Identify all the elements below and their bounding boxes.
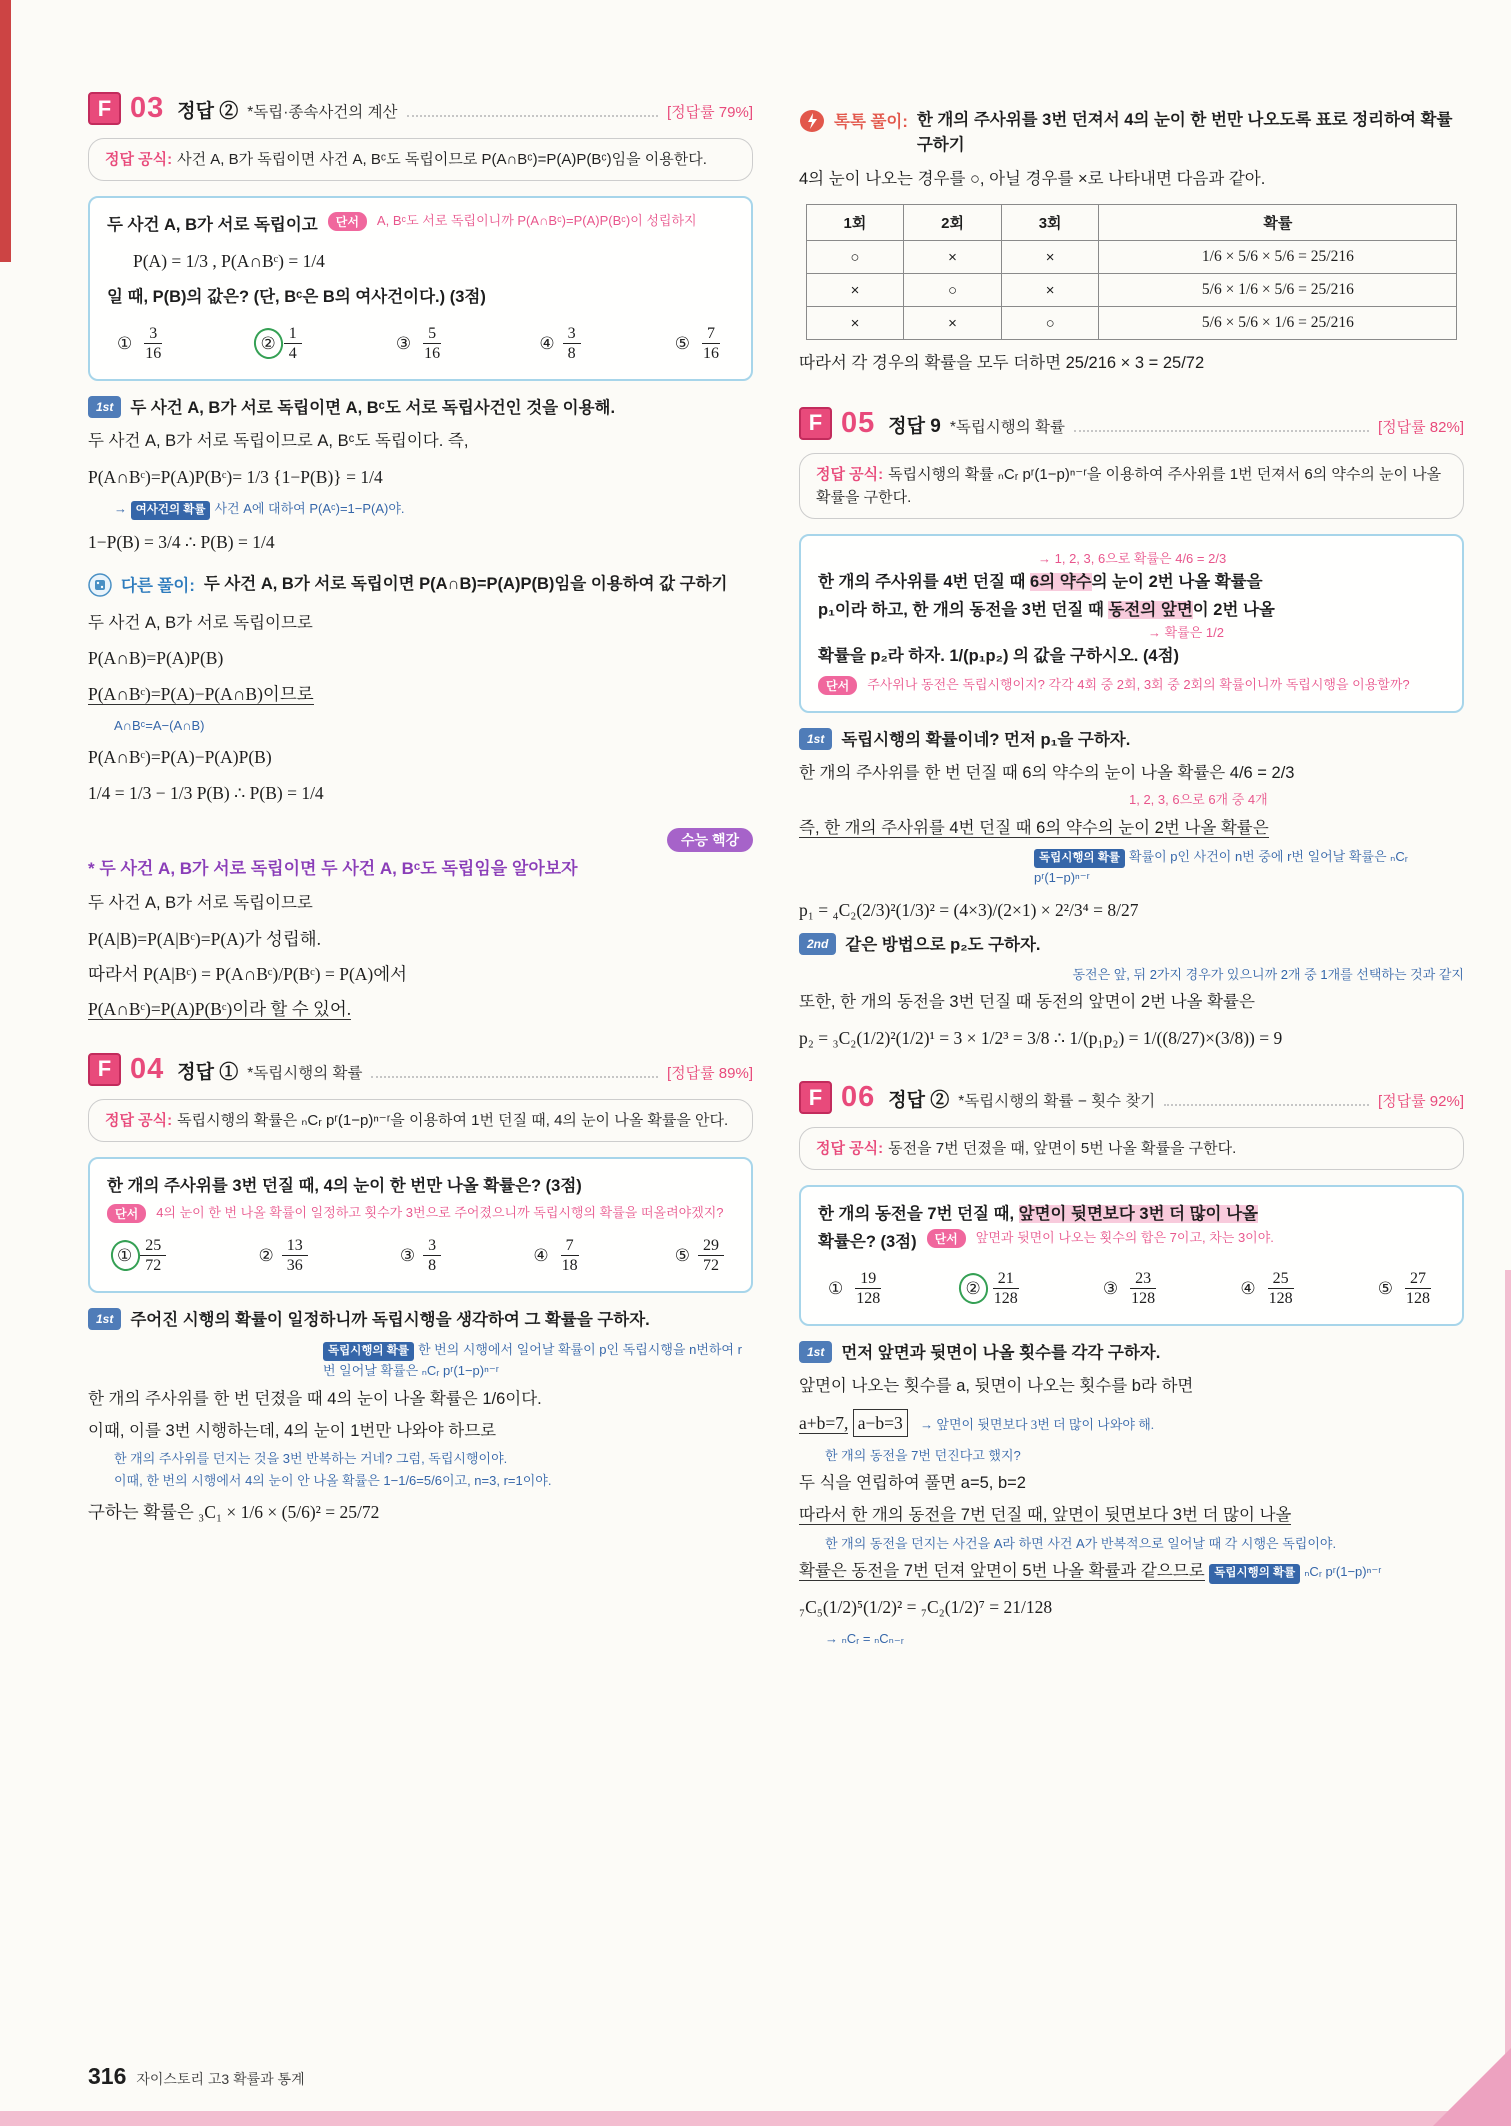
solution-paragraph: 앞면이 나오는 횟수를 a, 뒷면이 나오는 횟수를 b라 하면 [799, 1376, 1194, 1395]
topic-label: *독립시행의 확률 − 횟수 찾기 [958, 1093, 1156, 1111]
problem-text: 한 개의 주사위를 4번 던질 때 6의 약수의 눈이 2번 나올 확률을 [818, 573, 1263, 592]
problem-number: 06 [841, 1081, 876, 1114]
section-toktok [799, 108, 1464, 377]
choice-row [107, 324, 734, 363]
topic-label: *독립시행의 확률 [247, 1064, 363, 1082]
problem-text: p₁이라 하고, 한 개의 동전을 3번 던질 때 동전의 앞면이 2번 나올 [818, 600, 1275, 619]
choice-number: ⑤ [674, 1246, 690, 1266]
problem-text: 확률은? (3점) [818, 1232, 917, 1251]
solution-paragraph: 4의 눈이 나오는 경우를 ○, 아닐 경우를 ×로 나타내면 다음과 같아. [799, 169, 1266, 188]
page-number: 316 [88, 2063, 127, 2089]
problem-text: 한 개의 주사위를 3번 던질 때, 4의 눈이 한 번만 나올 확률은? (3점) [107, 1176, 582, 1195]
hint-text: 주사위나 동전은 독립시행이지? 각각 4회 중 2회, 3회 중 2회의 확률이니까 독립시행을 이용할까? [867, 676, 1410, 692]
section-f04 [88, 1053, 753, 1526]
choice-fraction: $\frac{25}{128}$ [1268, 1269, 1293, 1307]
choice-4 [533, 1236, 582, 1275]
table-row [806, 274, 1457, 307]
hint-text: A, Bᶜ도 서로 독립이니까 P(A∩Bᶜ)=P(A)P(Bᶜ)이 성립하지 [376, 213, 697, 229]
blue-note: 이때, 한 번의 시행에서 4의 눈이 안 나올 확률은 1−1/6=5/6이고, n=3, r=1이야. [114, 1472, 552, 1488]
toktok-title: 한 개의 주사위를 3번 던져서 4의 눈이 한 번만 나오도록 표로 정리하여 확률 구하기 [916, 111, 1453, 154]
choice-number: ① [828, 1278, 844, 1298]
cell: ○ [1001, 307, 1099, 340]
f03-problem-box [88, 196, 753, 381]
toktok-label: 톡톡 풀이: [834, 113, 908, 131]
page-edge-red-strip [0, 0, 11, 262]
blue-note-inline: 독립시행의 확률 ₙCᵣ pʳ(1−p)ⁿ⁻ʳ [1209, 1564, 1381, 1579]
page-edge-pink-strip [1505, 1270, 1511, 2126]
solution-equation: p₂ = ₃C₂(1/2)²(1/2)¹ = 3 × 1/2³ = 3/8 ∴ 1/(p₁p₂) = 1/((8/27)×(3/8)) = 9 [799, 1027, 1283, 1048]
choice-number: ③ [395, 334, 412, 354]
blue-note: 한 개의 동전을 7번 던진다고 했지? [825, 1447, 1021, 1463]
solution-paragraph: 두 식을 연립하여 풀면 a=5, b=2 [799, 1474, 1026, 1493]
correct-rate: [정답률 82%] [1378, 418, 1464, 436]
formula-label: 정답 공식: [105, 1111, 173, 1129]
blue-note: → 여사건의 확률 사건 A에 대하여 P(Aᶜ)=1−P(A)야. [114, 499, 753, 520]
problem-equation: P(A) = 1/3 , P(A∩Bᶜ) = 1/4 [133, 251, 325, 272]
suneung-haekgang-badge: 수능 핵강 [667, 828, 753, 852]
blue-note: A∩Bᶜ=A−(A∩B) [114, 717, 205, 733]
dotted-leader [407, 106, 658, 117]
table-row [806, 241, 1457, 274]
choice-fraction: $\frac{3}{16}$ [145, 324, 162, 363]
choice-5 [675, 1236, 724, 1275]
solution-equation: a+b=7, a−b=3 → 앞면이 뒷면보다 3번 더 많이 나와야 해. [799, 1409, 1464, 1437]
correct-rate: [정답률 89%] [667, 1064, 753, 1082]
choice-5 [675, 324, 724, 363]
note-tag: 독립시행의 확률 [1209, 1564, 1300, 1583]
f-letter-badge: F [799, 407, 832, 440]
choice-number: ④ [539, 334, 555, 354]
blue-note: → ₙCᵣ = ₙCₙ₋ᵣ [825, 1631, 904, 1647]
topic-label: *독립시행의 확률 [949, 418, 1065, 436]
choice-number: ③ [1102, 1278, 1119, 1298]
solution-equation: 따라서 P(A|Bᶜ) = P(A∩Bᶜ)/P(Bᶜ) = P(A)에서 [88, 964, 408, 985]
cell: × [806, 307, 904, 340]
step-badge: 2nd [799, 933, 836, 955]
f-letter-badge: F [88, 1053, 121, 1086]
section-f05 [799, 407, 1464, 1051]
column-header: 1회 [806, 205, 904, 241]
section-f06 [799, 1081, 1464, 1649]
solution-paragraph: 두 사건 A, B가 서로 독립이므로 [88, 894, 313, 913]
hint-badge: 단서 [107, 1204, 146, 1223]
alt-solution-label: 다른 풀이: [121, 576, 195, 595]
step-1: 1st 독립시행의 확률이네? 먼저 p₁을 구하자. [799, 728, 1464, 753]
formula-label: 정답 공식: [105, 151, 173, 168]
choice-2 [965, 1269, 1022, 1308]
note-tag: 독립시행의 확률 [323, 1342, 414, 1361]
f04-header [88, 1053, 753, 1086]
left-column [88, 92, 753, 1679]
pink-annotation: → 1, 2, 3, 6으로 확률은 4/6 = 2/3 [1038, 551, 1227, 567]
formula-label: 정답 공식: [816, 1140, 884, 1158]
toktok-header [799, 108, 1464, 158]
book-title: 자이스토리 고3 확률과 통계 [136, 2071, 305, 2087]
answer-label: 정답 ① [177, 1061, 239, 1083]
hint-badge: 단서 [818, 676, 857, 695]
cell: × [904, 241, 1002, 274]
hint-badge: 단서 [328, 212, 367, 231]
solution-paragraph: 두 사건 A, B가 서로 독립이므로 [88, 613, 313, 632]
dotted-leader [371, 1067, 658, 1078]
choice-1 [117, 1236, 166, 1275]
solution-equation: ₇C₅(1/2)⁵(1/2)² = ₇C₂(1/2)⁷ = 21/128 [799, 1596, 1053, 1617]
page-bottom-strip [0, 2111, 1511, 2126]
cell: ○ [806, 241, 904, 274]
blue-note: 동전은 앞, 뒤 2가지 경우가 있으니까 2개 중 1개를 선택하는 것과 같지 [1072, 966, 1464, 982]
f04-problem-box [88, 1157, 753, 1294]
solution-paragraph: 즉, 한 개의 주사위를 4번 던질 때 6의 약수의 눈이 2번 나올 확률은 [799, 819, 1269, 838]
choice-fraction: $\frac{27}{128}$ [1406, 1269, 1430, 1307]
answer-formula-box [799, 453, 1464, 520]
dotted-leader [1164, 1095, 1369, 1106]
choice-4 [539, 324, 580, 363]
choice-2 [258, 1236, 307, 1275]
answer-formula-box [799, 1127, 1464, 1170]
pink-annotation: → 확률은 1/2 [1148, 624, 1224, 640]
choice-4 [1240, 1269, 1297, 1308]
step-1: 1st 주어진 시행의 확률이 일정하니까 독립시행을 생각하여 그 확률을 구하자. [88, 1308, 753, 1333]
choice-number: ① [117, 334, 133, 354]
column-header: 확률 [1099, 205, 1457, 241]
suneung-haekgang-block [88, 828, 753, 1023]
column-header: 3회 [1001, 205, 1099, 241]
answer-label: 정답 9 [888, 415, 941, 437]
cell-formula: 5/6 × 1/6 × 5/6 = 25/216 [1099, 274, 1457, 307]
solution-equation: P(A∩Bᶜ)=P(A)−P(A∩B)이므로 [88, 683, 314, 704]
choice-row [107, 1236, 734, 1275]
hint-text: 4의 눈이 한 번 나올 확률이 일정하고 횟수가 3번으로 주어졌으니까 독립시행의 확률을 떠올려야겠지? [156, 1205, 724, 1221]
alt-solution-header [88, 572, 753, 602]
formula-text: 독립시행의 확률은 ₙCᵣ pʳ(1−p)ⁿ⁻ʳ을 이용하여 1번 던질 때, 4의 눈이 나올 확률을 안다. [177, 1111, 729, 1129]
problem-text: 한 개의 동전을 7번 던질 때, 앞면이 뒷면보다 3번 더 많이 나올 [818, 1205, 1258, 1224]
step-badge: 1st [88, 1308, 121, 1330]
pink-annotation: 1, 2, 3, 6으로 6개 중 4개 [1129, 792, 1268, 808]
problem-text: 두 사건 A, B가 서로 독립이고 [107, 216, 318, 235]
answer-label: 정답 ② [177, 101, 239, 122]
problem-text: 확률을 p₂라 하자. 1/(p₁p₂) 의 값을 구하시오. (4점) [818, 646, 1180, 665]
choice-fraction: $\frac{5}{16}$ [424, 324, 441, 363]
step-badge: 1st [799, 728, 832, 750]
step-badge: 1st [88, 396, 121, 418]
choice-fraction: $\frac{23}{128}$ [1131, 1269, 1156, 1307]
blue-note: 한 개의 주사위를 던지는 것을 3번 반복하는 거네? 그럼, 독립시행이야. [114, 1451, 508, 1467]
problem-number: 04 [130, 1052, 165, 1085]
table-row [806, 307, 1457, 340]
note-tag: 독립시행의 확률 [1034, 849, 1125, 868]
cell: × [806, 274, 904, 307]
choice-fraction: $\frac{13}{36}$ [282, 1236, 308, 1275]
correct-rate: [정답률 92%] [1378, 1093, 1464, 1111]
solution-equation: 1/4 = 1/3 − 1/3 P(B) ∴ P(B) = 1/4 [88, 782, 324, 803]
highlight: 동전의 앞면 [1108, 600, 1193, 619]
choice-fraction: $\frac{19}{128}$ [856, 1269, 881, 1307]
page-corner-fold [1433, 2048, 1511, 2126]
blue-note: 한 개의 동전을 던지는 사건을 A라 하면 사건 A가 반복적으로 일어날 때 각 시행은 독립이야. [825, 1535, 1337, 1551]
answer-label: 정답 ② [888, 1090, 950, 1112]
choice-2 [260, 324, 301, 363]
choice-fraction: $\frac{7}{18}$ [561, 1237, 578, 1275]
cell-formula: 1/6 × 5/6 × 5/6 = 25/216 [1099, 241, 1457, 274]
page-footer [88, 2063, 305, 2090]
topic-label: *독립·종속사건의 계산 [247, 104, 398, 121]
choice-number: ⑤ [1377, 1278, 1393, 1298]
solution-paragraph: 또한, 한 개의 동전을 3번 던질 때 동전의 앞면이 2번 나올 확률은 [799, 993, 1255, 1012]
choice-number-answer-circle: ② [260, 334, 276, 354]
solution-equation: P(A∩Bᶜ)=P(A)P(Bᶜ)= 1/3 {1−P(B)} = 1/4 [88, 466, 383, 487]
hint-text: 앞면과 뒷면이 나오는 횟수의 합은 7이고, 차는 3이야. [975, 1229, 1274, 1245]
table-header-row [806, 205, 1457, 241]
cell: ○ [904, 274, 1002, 307]
highlight: 6의 약수 [1030, 573, 1092, 592]
choice-1 [117, 324, 166, 363]
choice-fraction: $\frac{3}{8}$ [423, 1236, 441, 1275]
solution-equation: P(A∩Bᶜ)=P(A)−P(A)P(B) [88, 747, 272, 768]
solution-paragraph: 한 개의 주사위를 한 번 던질 때 6의 약수의 눈이 나올 확률은 4/6 = 2/3 [799, 763, 1295, 782]
section-f03 [88, 92, 753, 1023]
choice-3 [1103, 1269, 1160, 1308]
problem-number: 03 [130, 92, 165, 124]
note-tag: 여사건의 확률 [131, 501, 211, 520]
choice-number: ④ [1240, 1278, 1256, 1298]
choice-number: ③ [399, 1246, 416, 1266]
choice-row [818, 1269, 1445, 1308]
hint-badge: 단서 [927, 1229, 966, 1248]
step-2: 2nd 같은 방법으로 p₂도 구하자. [799, 933, 1464, 958]
choice-5 [1378, 1269, 1435, 1308]
choice-1 [828, 1269, 885, 1308]
solution-paragraph: 한 개의 주사위를 한 번 던졌을 때 4의 눈이 나올 확률은 1/6이다. [88, 1389, 542, 1408]
choice-3 [396, 324, 445, 363]
cell: × [904, 307, 1002, 340]
f03-header [88, 92, 753, 125]
blue-note: → 앞면이 뒷면보다 3번 더 많이 나와야 해. [920, 1416, 1155, 1432]
blue-note: 독립시행의 확률 확률이 p인 사건이 n번 중에 r번 일어날 확률은 ₙCᵣ pʳ(1−p)ⁿ⁻ʳ [1034, 848, 1408, 886]
choice-fraction: $\frac{25}{72}$ [140, 1236, 166, 1275]
f-letter-badge: F [88, 92, 121, 125]
problem-text: 일 때, P(B)의 값은? (단, Bᶜ은 B의 여사건이다.) (3점) [107, 287, 486, 306]
formula-label: 정답 공식: [816, 465, 884, 483]
toktok-icon [799, 109, 825, 138]
choice-number: ④ [533, 1246, 549, 1266]
right-column [799, 92, 1464, 1679]
column-header: 2회 [904, 205, 1002, 241]
choice-3 [400, 1236, 441, 1275]
step-badge: 1st [799, 1341, 832, 1363]
solution-equation: P(A∩Bᶜ)=P(A)P(Bᶜ)이라 할 수 있어. [88, 999, 352, 1020]
alt-solution-icon [88, 573, 112, 602]
choice-fraction: $\frac{29}{72}$ [698, 1236, 724, 1275]
choice-fraction: $\frac{3}{8}$ [563, 324, 581, 363]
solution-equation: P(A∩B)=P(A)P(B) [88, 648, 224, 669]
blue-note: 독립시행의 확률 한 번의 시행에서 일어날 확률이 p인 독립시행을 n번하여 r번 일어날 확률은 ₙCᵣ pʳ(1−p)ⁿ⁻ʳ [323, 1342, 742, 1379]
solution-paragraph: 두 사건 A, B가 서로 독립이므로 A, Bᶜ도 독립이다. 즉, [88, 432, 469, 451]
f-letter-badge: F [799, 1081, 832, 1114]
solution-equation: p₁ = ₄C₂(2/3)²(1/3)² = (4×3)/(2×1) × 2²/3⁴ = 8/27 [799, 899, 1139, 920]
f05-header [799, 407, 1464, 440]
answer-formula-box [88, 1099, 753, 1142]
solution-paragraph: 따라서 각 경우의 확률을 모두 더하면 25/216 × 3 = 25/72 [799, 354, 1205, 373]
probability-table [806, 204, 1458, 340]
haekgang-title: * 두 사건 A, B가 서로 독립이면 두 사건 A, Bᶜ도 독립임을 알아보자 [88, 858, 578, 878]
cell: × [1001, 241, 1099, 274]
boxed-equation: a−b=3 [853, 1409, 908, 1437]
choice-fraction: $\frac{21}{128}$ [993, 1269, 1018, 1307]
highlight: 앞면이 뒷면보다 3번 더 많이 나올 [1018, 1205, 1258, 1224]
solution-equation: 구하는 확률은 ₃C₁ × 1/6 × (5/6)² = 25/72 [88, 1502, 380, 1523]
choice-number: ② [258, 1246, 274, 1266]
step-1: 1st 먼저 앞면과 뒷면이 나올 횟수를 각각 구하자. [799, 1341, 1464, 1366]
choice-number-answer-circle: ② [965, 1278, 981, 1298]
correct-rate: [정답률 79%] [667, 104, 753, 121]
formula-text: 동전을 7번 던졌을 때, 앞면이 5번 나올 확률을 구한다. [888, 1140, 1237, 1158]
problem-number: 05 [841, 406, 876, 439]
dotted-leader [1074, 421, 1369, 432]
solution-paragraph: 확률은 동전을 7번 던져 앞면이 5번 나올 확률과 같으므로 독립시행의 확률 ₙCᵣ pʳ(1−p)ⁿ⁻ʳ [799, 1558, 1464, 1585]
choice-number-answer-circle: ① [117, 1246, 133, 1266]
f05-problem-box [799, 534, 1464, 712]
answer-formula-box [88, 138, 753, 181]
solution-paragraph: 이때, 이를 3번 시행하는데, 4의 눈이 1번만 나와야 하므로 [88, 1421, 497, 1440]
cell-formula: 5/6 × 5/6 × 1/6 = 25/216 [1099, 307, 1457, 340]
choice-number: ⑤ [674, 334, 690, 354]
f06-problem-box [799, 1185, 1464, 1326]
formula-text: 사건 A, B가 독립이면 사건 A, Bᶜ도 독립이므로 P(A∩Bᶜ)=P(A)P(Bᶜ)임을 이용한다. [177, 151, 707, 168]
f06-header [799, 1081, 1464, 1114]
cell: × [1001, 274, 1099, 307]
solution-equation: 1−P(B) = 3/4 ∴ P(B) = 1/4 [88, 532, 275, 553]
solution-paragraph: 따라서 한 개의 동전을 7번 던질 때, 앞면이 뒷면보다 3번 더 많이 나올 [799, 1506, 1292, 1525]
choice-fraction: $\frac{7}{16}$ [703, 324, 719, 363]
formula-text: 독립시행의 확률 ₙCᵣ pʳ(1−p)ⁿ⁻ʳ을 이용하여 주사위를 1번 던져서 6의 약수의 눈이 나올 확률을 구한다. [816, 465, 1442, 507]
choice-fraction: $\frac{1}{4}$ [284, 324, 302, 363]
alt-solution-title: 두 사건 A, B가 서로 독립이면 P(A∩B)=P(A)P(B)임을 이용하여 값 구하기 [203, 574, 728, 593]
step-1: 1st 두 사건 A, B가 서로 독립이면 A, Bᶜ도 서로 독립사건인 것을 이용해. [88, 396, 753, 421]
solution-equation: P(A|B)=P(A|Bᶜ)=P(A)가 성립해. [88, 928, 322, 949]
